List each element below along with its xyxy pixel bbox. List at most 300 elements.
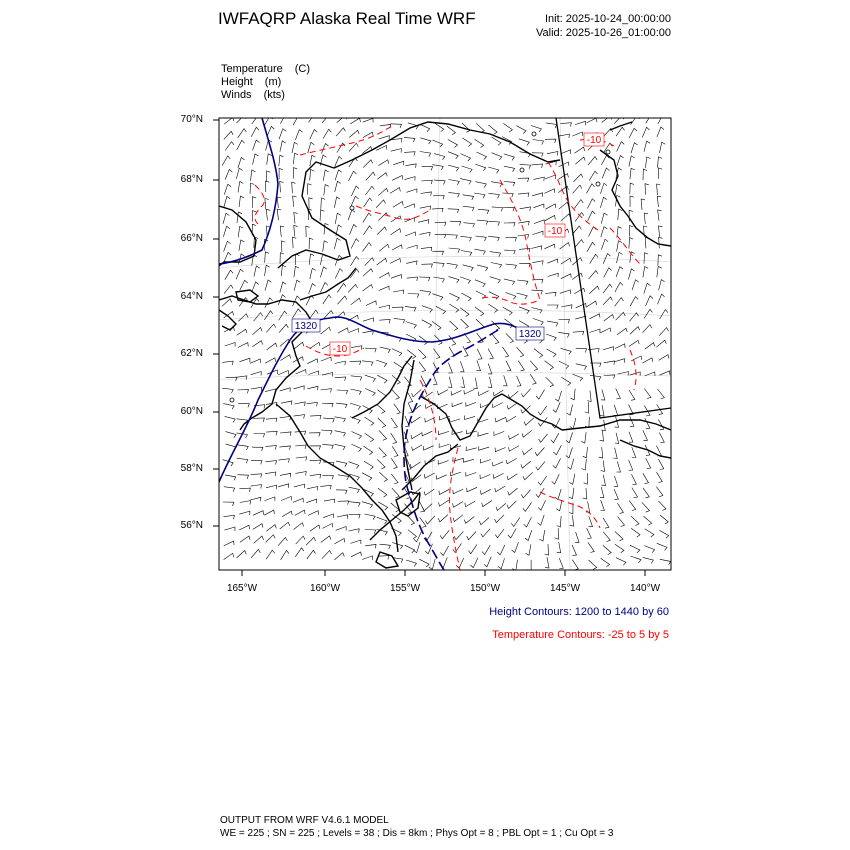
wind-barb [482, 501, 492, 507]
wind-barb [530, 374, 536, 384]
wind-barb [658, 157, 663, 168]
wind-barb [481, 529, 490, 537]
wind-barb [614, 476, 618, 487]
wind-barb [590, 329, 601, 333]
wind-barb [495, 529, 504, 538]
wind-barb [504, 166, 515, 172]
wind-barb [280, 141, 286, 152]
wind-barb [310, 474, 321, 478]
wind-barb [438, 460, 448, 464]
wind-barb [575, 157, 585, 164]
wind-barb [512, 560, 517, 571]
wind-barb [527, 560, 531, 571]
wind-barb [602, 168, 609, 178]
wind-barb [496, 417, 506, 422]
wind-barb [555, 528, 559, 539]
wind-barb [294, 225, 298, 236]
wind-barb [266, 485, 277, 489]
wind-barb [334, 238, 340, 249]
wind-barb [238, 343, 248, 348]
wind-barb [281, 551, 289, 560]
field-unit: (m) [264, 76, 282, 88]
temperature-contour-label: -10 [547, 226, 563, 237]
wind-barb [523, 472, 533, 480]
wind-barb [349, 515, 360, 519]
wind-barb [394, 404, 401, 414]
wind-barb [546, 377, 554, 387]
wind-barb [337, 283, 346, 292]
wind-barb [280, 473, 291, 477]
wind-barb [349, 143, 358, 151]
wind-barb [307, 487, 318, 491]
wind-barb [420, 206, 431, 210]
wind-barb [240, 501, 251, 505]
wind-barb [645, 529, 654, 537]
wind-barb [253, 140, 260, 150]
wind-barb [364, 198, 373, 207]
wind-barb [264, 510, 274, 515]
wind-barb [644, 389, 651, 399]
wind-barb [378, 160, 388, 166]
wind-barb [363, 243, 372, 252]
wind-barb [438, 515, 448, 522]
wind-barb [629, 390, 635, 400]
wind-barb [224, 487, 235, 492]
wind-barb [454, 531, 463, 539]
wind-barb [337, 390, 348, 394]
wind-barb [306, 226, 310, 237]
wind-barb [419, 559, 429, 567]
wind-barb [558, 174, 568, 180]
wind-barb [252, 341, 262, 347]
wind-barb [643, 325, 652, 333]
wind-barb [251, 549, 260, 557]
wind-barb [412, 390, 422, 397]
wind-barb [418, 220, 429, 224]
wind-barb [306, 499, 316, 503]
wind-barb [310, 170, 315, 181]
wind-barb [490, 252, 501, 257]
wind-barb [432, 321, 441, 330]
wind-barb [629, 460, 633, 471]
wind-barb [450, 418, 461, 422]
wind-barb [335, 181, 341, 192]
wind-barb [420, 138, 431, 144]
wind-barb [601, 239, 608, 249]
wind-barb [240, 280, 248, 290]
wind-barb [536, 462, 545, 471]
wind-barb [350, 224, 357, 234]
wind-barb [281, 265, 286, 276]
wind-barb [464, 517, 474, 524]
wind-barb [294, 213, 298, 224]
wind-barb [296, 536, 305, 544]
wind-barb [547, 152, 558, 156]
wind-barb [405, 232, 415, 236]
wind-barb [478, 432, 489, 436]
wind-barb [495, 486, 505, 492]
wind-barb [475, 249, 486, 254]
wind-barb [348, 329, 358, 333]
wind-barb [379, 286, 389, 290]
wind-barb [366, 301, 376, 306]
wind-barb [362, 473, 372, 481]
wind-barb [489, 221, 500, 225]
wind-barb [252, 447, 263, 451]
wind-barb [309, 198, 313, 209]
wind-barb [222, 156, 230, 166]
wind-barb [418, 349, 426, 359]
wind-barb [266, 550, 275, 559]
wind-barb [434, 154, 445, 160]
wind-barb [237, 458, 248, 463]
wind-barb [407, 277, 418, 281]
wind-barb [657, 543, 667, 550]
wind-barb [350, 361, 361, 365]
wind-barb [421, 376, 426, 386]
wind-barb [613, 448, 617, 459]
wind-barb [631, 516, 639, 525]
footer-config: WE = 225 ; SN = 225 ; Levels = 38 ; Dis = 8km ; Phys Opt = 8 ; PBL Opt = 1 ; Cu Opt = 3 [220, 828, 614, 839]
wind-barb [307, 386, 318, 390]
wind-barb [423, 392, 433, 398]
wind-barb [521, 461, 531, 468]
wind-barb [293, 153, 298, 164]
wind-barb [530, 361, 537, 371]
wind-barb [461, 154, 471, 161]
lat-label: 70°N [180, 114, 203, 125]
wind-barb [265, 472, 276, 476]
wind-barb [600, 500, 604, 510]
wind-barb [440, 530, 449, 539]
wind-barb [363, 285, 373, 292]
wind-barb [296, 370, 307, 374]
lon-label: 145°W [549, 583, 581, 594]
wind-barb [642, 502, 649, 512]
wind-barb [405, 164, 416, 168]
wind-barb [482, 545, 490, 554]
wind-barb [560, 123, 571, 127]
wind-barb [309, 433, 320, 437]
wind-barb [391, 275, 401, 279]
wind-barb [561, 348, 572, 354]
wind-barb [432, 208, 443, 212]
wind-barb [351, 298, 361, 305]
wind-barb [338, 475, 349, 480]
wind-barb [293, 498, 303, 502]
wind-barb [552, 474, 560, 484]
wind-barb [631, 356, 641, 361]
wind-barb [575, 147, 585, 153]
wind-barb [572, 560, 578, 570]
wind-barb [539, 530, 544, 541]
wind-barb [575, 316, 586, 320]
wind-barb [560, 243, 570, 250]
wind-barb [615, 544, 624, 553]
wind-barb [544, 189, 554, 194]
wind-barb [237, 445, 248, 450]
wind-barb [309, 310, 318, 319]
wind-barb [523, 502, 532, 511]
wind-barb [616, 267, 623, 277]
wind-barb [421, 264, 432, 268]
wind-barb [629, 501, 636, 511]
wind-barb [265, 252, 269, 263]
wind-barb [279, 155, 284, 166]
wind-barb [503, 375, 507, 385]
wind-barb [379, 431, 387, 441]
wind-barb [518, 361, 524, 371]
wind-barb [432, 165, 443, 170]
wind-barb [531, 126, 541, 133]
wind-barb [632, 474, 637, 484]
wind-barb [321, 536, 331, 543]
wind-barb [618, 372, 629, 376]
wind-barb [568, 459, 574, 470]
wind-barb [643, 169, 647, 180]
wind-barb [604, 361, 615, 365]
wind-barb [642, 127, 649, 137]
wind-barb [646, 157, 651, 168]
wind-barb [538, 476, 547, 485]
wind-barb [547, 305, 558, 309]
wind-barb [323, 514, 333, 518]
wind-barb [238, 390, 249, 394]
wind-barb [477, 265, 488, 271]
wind-barb [560, 290, 571, 294]
wind-barb [539, 434, 548, 443]
wind-barb [628, 269, 634, 280]
wind-barb [310, 416, 321, 420]
wind-barb [533, 231, 544, 235]
wind-barb [616, 127, 625, 136]
wind-barb [447, 126, 456, 135]
wind-barb [432, 294, 442, 301]
wind-barb [349, 130, 359, 137]
wind-barb [477, 360, 481, 370]
wind-barb [604, 375, 615, 379]
field-name: Winds [221, 89, 252, 101]
wind-barb [506, 361, 511, 371]
wind-barb [475, 280, 485, 287]
wind-barb [517, 376, 522, 386]
wind-barb [378, 418, 386, 428]
wind-barb [365, 389, 375, 396]
wind-barb [391, 418, 397, 428]
wind-barb [266, 324, 275, 332]
wind-barb [506, 416, 516, 422]
wind-barb [545, 244, 555, 249]
wind-barb [336, 461, 347, 467]
wind-barb [419, 362, 426, 372]
wind-barb [265, 199, 269, 210]
wind-barb [404, 204, 414, 208]
wind-barb [365, 544, 376, 548]
wind-barb [600, 183, 607, 194]
wind-barb [488, 377, 492, 388]
wind-barb [545, 557, 549, 568]
wind-barb [349, 487, 360, 493]
wind-barb [294, 484, 305, 488]
wind-barb [251, 127, 259, 137]
wind-barb [323, 241, 328, 252]
wind-barb [616, 312, 626, 320]
wind-barb [460, 361, 464, 371]
wind-barb [509, 446, 519, 451]
wind-barb [392, 446, 398, 456]
wind-barb [631, 143, 638, 153]
wind-barb [294, 342, 304, 349]
wind-barb [404, 218, 414, 222]
wind-barb [352, 432, 362, 439]
wind-barb [293, 196, 297, 207]
wind-barb [281, 496, 291, 500]
lat-label: 64°N [180, 291, 203, 302]
wind-barb [645, 184, 649, 195]
wind-barb [393, 202, 403, 208]
wind-barb [519, 139, 530, 146]
wind-barb [237, 140, 245, 150]
wind-barb [545, 139, 556, 143]
wind-barb [519, 263, 530, 267]
wind-barb [393, 161, 404, 165]
wind-barb [461, 377, 465, 388]
wind-barb [646, 458, 651, 468]
wind-barb [404, 152, 415, 156]
wind-barb [338, 328, 348, 333]
wind-barb [321, 327, 331, 334]
wind-barb [392, 390, 400, 400]
wind-barb [351, 239, 359, 249]
wind-barb [238, 475, 249, 479]
wind-barb [434, 277, 445, 283]
wind-barb [601, 390, 605, 401]
wind-barb [546, 334, 556, 341]
wind-barb [517, 347, 524, 357]
wind-barb [583, 488, 587, 499]
wind-barb [404, 137, 415, 142]
wind-barb [351, 186, 359, 196]
wind-barb [438, 390, 448, 395]
wind-barb [477, 152, 487, 160]
wind-barb [239, 240, 244, 251]
wind-barb [573, 174, 583, 182]
wind-barb [600, 328, 610, 333]
wind-barb [507, 474, 517, 480]
wind-barb [659, 237, 663, 248]
wind-barb [422, 431, 432, 436]
wind-barb [239, 196, 244, 207]
wind-barb [420, 124, 430, 132]
wind-barb [335, 431, 346, 437]
wind-barb [265, 280, 271, 291]
wind-barb [280, 432, 291, 436]
wind-barb [365, 375, 376, 382]
wind-barb [643, 267, 648, 278]
wind-barb [351, 376, 362, 381]
wind-barb [280, 181, 284, 192]
wind-barb [224, 241, 231, 251]
wind-barb [460, 308, 469, 317]
wind-barb [603, 347, 614, 351]
wind-barb [405, 545, 415, 553]
wind-barb [422, 166, 433, 170]
wind-barb [251, 461, 262, 465]
wind-barb [470, 558, 478, 568]
wind-barb [491, 263, 502, 269]
wind-barb [293, 168, 297, 179]
wind-barb [363, 269, 373, 277]
wind-barb [448, 363, 452, 374]
wind-barb [532, 193, 543, 197]
wind-barb [236, 269, 243, 279]
wind-barb [520, 207, 531, 211]
wind-barb [545, 361, 554, 370]
wind-barb [280, 388, 291, 392]
wind-barb [266, 461, 277, 465]
wind-barb [294, 402, 305, 406]
wind-barb [659, 355, 669, 361]
wind-barb [348, 284, 357, 292]
wind-barb [449, 277, 460, 283]
wind-barb [433, 374, 437, 384]
wind-barb [453, 502, 463, 508]
wind-barb [453, 543, 462, 552]
wind-barb [408, 530, 417, 539]
wind-barb [492, 207, 503, 211]
wind-barb [251, 474, 262, 478]
height-contour-label: 1320 [294, 321, 318, 332]
wind-barb [377, 173, 387, 180]
wind-barb [320, 485, 331, 489]
wind-barb [379, 273, 389, 278]
wind-barb [295, 510, 305, 515]
wind-barb [293, 116, 301, 126]
wind-barb [571, 389, 576, 400]
wind-barb [252, 328, 262, 335]
wind-barb [631, 556, 641, 563]
wind-barb [266, 418, 277, 422]
wind-barb [337, 116, 347, 123]
wind-barb [419, 277, 430, 281]
wind-barb [517, 280, 528, 285]
wind-barb [556, 500, 562, 511]
wind-barb [411, 433, 421, 439]
wind-barb [644, 546, 654, 553]
wind-barb [569, 488, 574, 499]
wind-barb [279, 129, 286, 139]
wind-barb [615, 282, 623, 292]
wind-barb [281, 401, 292, 405]
wind-barb [588, 211, 596, 221]
wind-barb [631, 528, 640, 537]
wind-barb [335, 269, 343, 279]
wind-barb [463, 458, 474, 462]
wind-barb [534, 220, 544, 224]
wind-barb [659, 328, 668, 336]
wind-barb [600, 405, 604, 416]
wind-barb [618, 209, 623, 220]
wind-barb [603, 532, 610, 542]
wind-barb [365, 433, 374, 442]
wind-barb [376, 360, 386, 367]
wind-barb [453, 515, 463, 522]
wind-barb [523, 448, 533, 455]
wind-barb [222, 361, 233, 365]
wind-barb [617, 252, 623, 263]
wind-barb [504, 154, 515, 161]
wind-barb [351, 389, 362, 395]
